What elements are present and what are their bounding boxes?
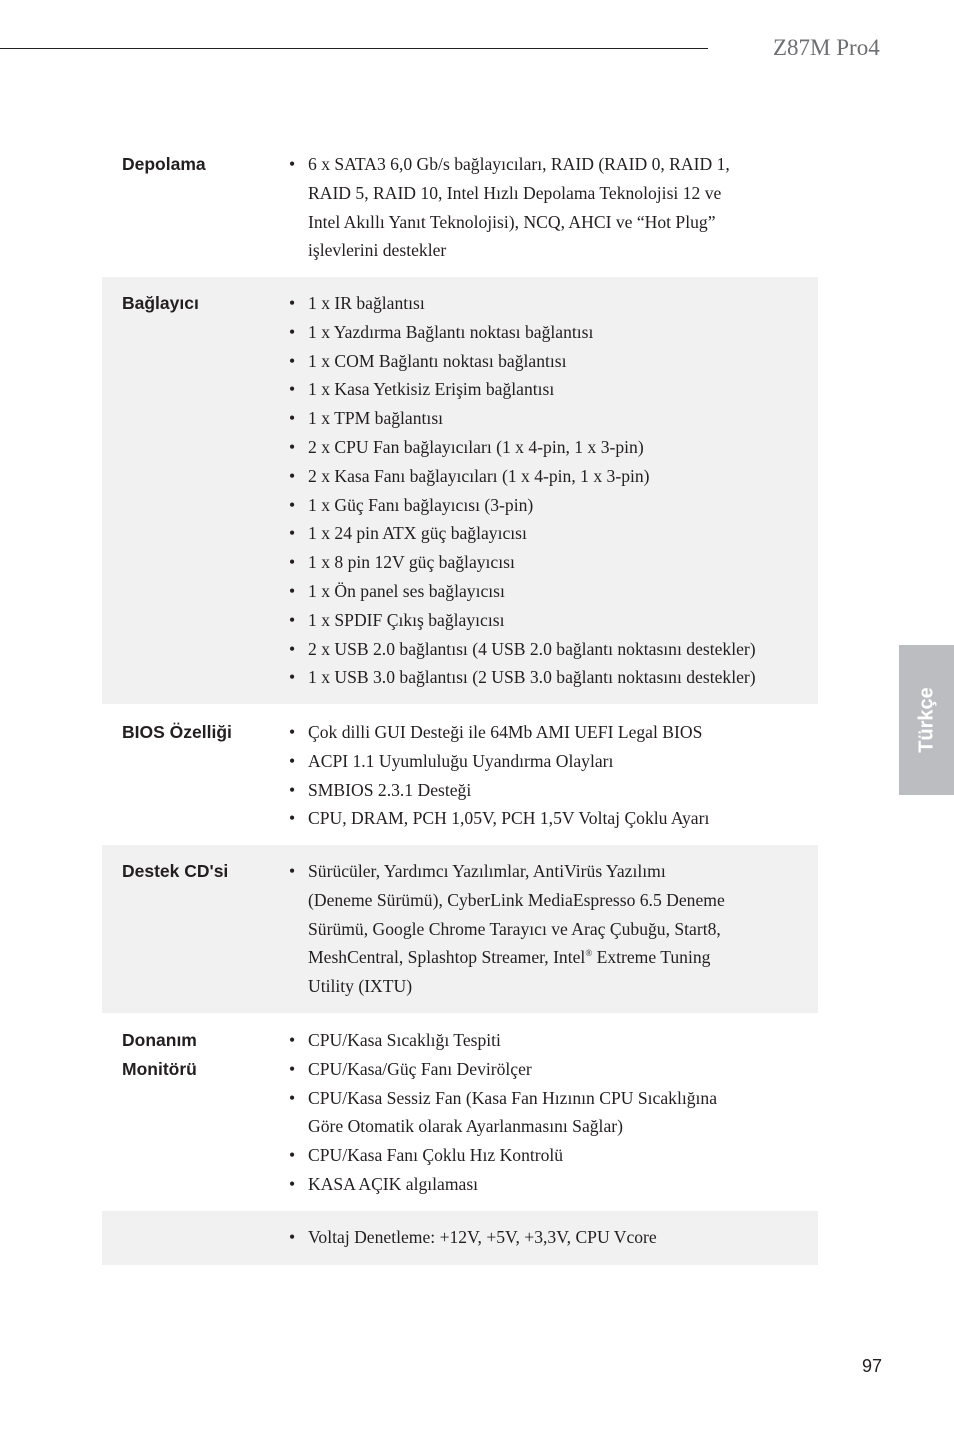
- spec-item: [287, 776, 709, 805]
- section-label: [122, 289, 199, 318]
- spec-item: [287, 1026, 717, 1055]
- model-title: Z87M Pro4: [773, 35, 880, 60]
- spec-item: [287, 1170, 717, 1199]
- spec-section: [102, 140, 818, 276]
- spec-item-list: [287, 289, 756, 692]
- spec-section: [102, 845, 818, 1013]
- spec-item-line: RAID 5, RAID 10, Intel Hızlı Depolama Teknolojisi 12 ve: [308, 182, 722, 203]
- spec-item-list: [287, 718, 709, 833]
- spec-item: [287, 577, 756, 606]
- spec-item: [287, 1223, 657, 1252]
- spec-item-line: MeshCentral, Splashtop Streamer, Intel® Extreme Tuning: [308, 947, 711, 968]
- spec-section: [102, 705, 818, 844]
- spec-item-line: • 2 x USB 2.0 bağlantısı (4 USB 2.0 bağlantı noktasını destekler): [308, 638, 756, 659]
- spec-item-line: • KASA AÇIK algılaması: [308, 1173, 479, 1194]
- section-label-line: Depolama: [122, 154, 206, 174]
- spec-item-line: • 2 x Kasa Fanı bağlayıcıları (1 x 4-pin, 1 x 3-pin): [308, 465, 650, 486]
- spec-item-line: • 1 x 8 pin 12V güç bağlayıcısı: [308, 552, 515, 573]
- spec-item: [287, 548, 756, 577]
- spec-item: [287, 663, 756, 692]
- section-label: [122, 150, 206, 179]
- spec-item: [287, 289, 756, 318]
- spec-item: [287, 635, 756, 664]
- spec-item-line: • 1 x 24 pin ATX güç bağlayıcısı: [308, 523, 527, 544]
- spec-item-line: • CPU/Kasa Fanı Çoklu Hız Kontrolü: [308, 1145, 564, 1166]
- spec-item-line: • 6 x SATA3 6,0 Gb/s bağlayıcıları, RAID (RAID 0, RAID 1,: [308, 154, 730, 174]
- spec-item: [287, 606, 756, 635]
- spec-item-line: • 1 x USB 3.0 bağlantısı (2 USB 3.0 bağlantı noktasını destekler): [308, 667, 756, 688]
- spec-item: [287, 347, 756, 376]
- section-label: [122, 718, 232, 747]
- section-label-line: BIOS Özelliği: [122, 722, 232, 742]
- spec-item-line: Göre Otomatik olarak Ayarlanmasını Sağlar): [308, 1116, 623, 1137]
- spec-item-line: • 1 x Kasa Yetkisiz Erişim bağlantısı: [308, 379, 555, 400]
- spec-item-list: [287, 150, 730, 265]
- spec-item-line: • Voltaj Denetleme: +12V, +5V, +3,3V, CPU Vcore: [308, 1227, 657, 1247]
- spec-item-line: • CPU/Kasa Sıcaklığı Tespiti: [308, 1030, 501, 1050]
- spec-item-line: • 1 x IR bağlantısı: [308, 293, 425, 313]
- spec-item: [287, 804, 709, 833]
- spec-item-line: Utility (IXTU): [308, 976, 413, 997]
- spec-item-line: • Çok dilli GUI Desteği ile 64Mb AMI UEFI Legal BIOS: [308, 722, 703, 742]
- spec-item-line: • 2 x CPU Fan bağlayıcıları (1 x 4-pin, 1 x 3-pin): [308, 436, 644, 457]
- spec-item: [287, 375, 756, 404]
- spec-item-line: • CPU/Kasa/Güç Fanı Devirölçer: [308, 1058, 532, 1079]
- spec-item-line: • SMBIOS 2.3.1 Desteği: [308, 779, 472, 800]
- spec-item-list: [287, 1026, 717, 1199]
- spec-item-line: Sürümü, Google Chrome Tarayıcı ve Araç Çubuğu, Start8,: [308, 918, 721, 939]
- spec-item-line: • 1 x Ön panel ses bağlayıcısı: [308, 580, 505, 601]
- spec-section: [102, 1211, 818, 1265]
- spec-item-line: işlevlerini destekler: [308, 240, 447, 261]
- spec-item-line: • 1 x SPDIF Çıkış bağlayıcısı: [308, 609, 505, 630]
- spec-item-line: Intel Akıllı Yanıt Teknolojisi), NCQ, AHCI ve “Hot Plug”: [308, 211, 716, 232]
- section-label-line: Donanım: [122, 1030, 197, 1050]
- spec-item: [287, 747, 709, 776]
- language-tab: [899, 645, 954, 795]
- spec-item-line: (Deneme Sürümü), CyberLink MediaEspresso 6.5 Deneme: [308, 889, 725, 910]
- page-number: 97: [862, 1356, 883, 1376]
- section-label: [122, 1026, 197, 1084]
- spec-item-line: • CPU/Kasa Sessiz Fan (Kasa Fan Hızının CPU Sıcaklığına: [308, 1087, 718, 1108]
- spec-item: [287, 433, 756, 462]
- section-label: [122, 857, 228, 886]
- spec-item: [287, 150, 730, 265]
- spec-item: [287, 318, 756, 347]
- spec-item: [287, 462, 756, 491]
- language-tab-label: Türkçe: [915, 687, 937, 753]
- spec-item-list: [287, 1223, 657, 1252]
- spec-section: [102, 277, 818, 704]
- spec-item-line: • 1 x Yazdırma Bağlantı noktası bağlantısı: [308, 321, 594, 342]
- spec-item: [287, 404, 756, 433]
- spec-item-line: • 1 x Güç Fanı bağlayıcısı (3-pin): [308, 494, 534, 515]
- spec-section: [102, 1014, 818, 1210]
- spec-item-line: • 1 x TPM bağlantısı: [308, 408, 444, 429]
- spec-item: [287, 1141, 717, 1170]
- spec-item-line: • CPU, DRAM, PCH 1,05V, PCH 1,5V Voltaj Çoklu Ayarı: [308, 808, 710, 829]
- spec-item-line: • 1 x COM Bağlantı noktası bağlantısı: [308, 350, 567, 371]
- header-rule: [0, 48, 708, 49]
- spec-item: [287, 519, 756, 548]
- spec-item: [287, 857, 725, 1001]
- spec-item: [287, 1055, 717, 1084]
- spec-item: [287, 1084, 717, 1142]
- spec-item: [287, 718, 709, 747]
- spec-item-list: [287, 857, 725, 1001]
- section-label-line: Bağlayıcı: [122, 293, 199, 313]
- spec-item: [287, 491, 756, 520]
- spec-item-line: • ACPI 1.1 Uyumluluğu Uyandırma Olayları: [308, 750, 614, 771]
- spec-item-line: • Sürücüler, Yardımcı Yazılımlar, AntiVirüs Yazılımı: [308, 861, 666, 881]
- section-label-line: Destek CD'si: [122, 861, 229, 881]
- section-label-line: Monitörü: [122, 1059, 197, 1079]
